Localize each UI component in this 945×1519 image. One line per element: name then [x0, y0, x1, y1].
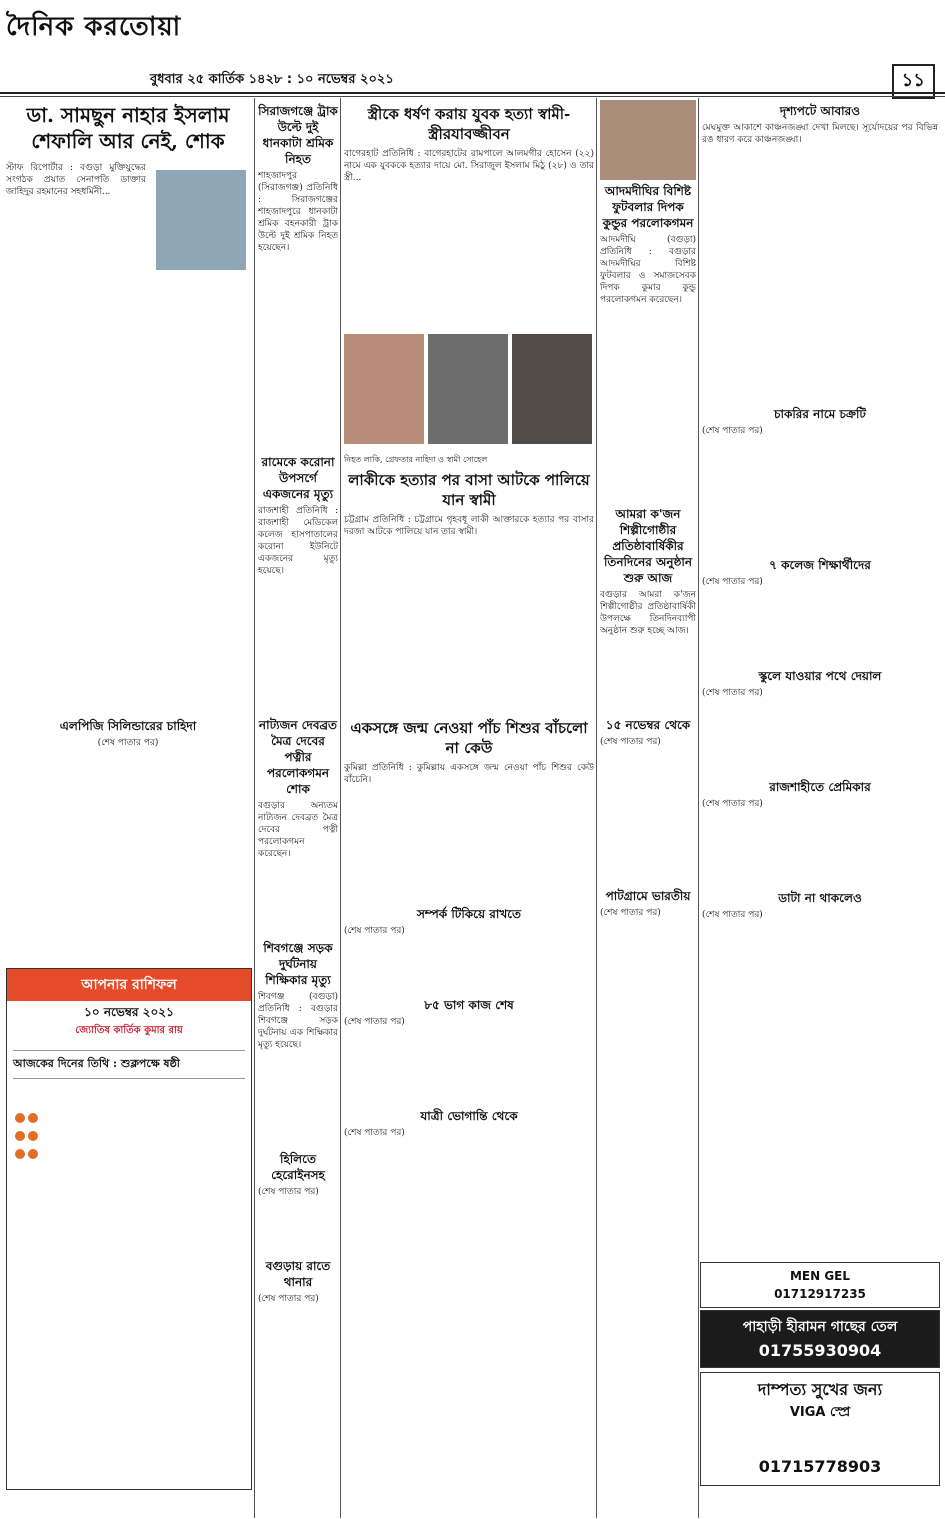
- column-2: [258, 100, 338, 1500]
- headline: আদমদীঘির বিশিষ্ট ফুটবলার দিপক কুন্ডুর পরলোকগমন: [602, 184, 694, 230]
- horoscope-title: আপনার রাশিফল: [7, 969, 251, 1001]
- column-5: [702, 100, 938, 1260]
- zodiac-icon: [15, 1131, 25, 1141]
- headline: ৭ কলেজ শিক্ষার্থীদের: [769, 558, 871, 572]
- article-lede: মেঘমুক্ত আকাশে কাঞ্চনজঙ্ঘা দেখা মিলছে। সূর্যোদয়ের পর বিভিন্ন রঙ ধারণ করে কাঞ্চনজঙ্ঘা।: [702, 123, 938, 145]
- headline: দৃশ্যপটে আবারও: [779, 104, 861, 118]
- headline: ১৫ নভেম্বর থেকে: [605, 718, 691, 732]
- article-lede: (শেষ পাতার পর): [97, 738, 159, 748]
- husband-photo: [512, 334, 592, 444]
- paper-name: দৈনিক করতোয়া: [6, 12, 182, 42]
- article-lede: রাজশাহী প্রতিনিধি : রাজশাহী মেডিকেল কলেজ হাসপাতালের করোনা ইউনিটে একজনের মৃত্যু হয়েছে।: [258, 506, 338, 576]
- footballer-photo: [600, 100, 696, 180]
- article-lede: (শেষ পাতার পর): [702, 910, 763, 920]
- col-sep-3: [596, 98, 597, 1518]
- ad-phone: 01755930904: [758, 1341, 882, 1360]
- headline: হিলিতে হেরোইনসহ: [271, 1152, 325, 1182]
- headline: এলপিজি সিলিন্ডারের চাহিদা: [59, 719, 197, 733]
- article-lede: (শেষ পাতার পর): [702, 688, 763, 698]
- article-lede: (শেষ পাতার পর): [344, 1017, 405, 1027]
- horoscope-date: ১০ নভেম্বর ২০২১: [84, 1005, 174, 1019]
- article-lede: স্টাফ রিপোর্টার : বগুড়া মুক্তিযুদ্ধের সংগঠক প্রয়াত সেনাপতি ডাক্তার জাহিদুর রহমানের সহধর্মিনী...: [6, 163, 146, 197]
- headline: নাট্যজন দেবব্রত মৈত্র দেবের পত্নীর পরলোকগমন শোক: [258, 718, 338, 796]
- headline: সিরাজগঞ্জে ট্রাক উল্টে দুই ধানকাটা শ্রমিক নিহত: [258, 104, 338, 166]
- headline: ডা. সামছুন নাহার ইসলাম শেফালি আর নেই, শোক: [26, 103, 230, 153]
- headline: চাকরির নামে চক্রটি: [774, 407, 866, 421]
- zodiac-icon: [15, 1149, 25, 1159]
- horoscope-box: [6, 968, 252, 1490]
- headline: ডাটা না থাকলেও: [778, 891, 862, 905]
- article-lede: (শেষ পাতার পর): [702, 577, 763, 587]
- suspect-photo: [428, 334, 508, 444]
- ad-title: দাম্পত্য সুখের জন্য: [757, 1380, 883, 1399]
- zodiac-icon: [28, 1149, 38, 1159]
- col-sep-4: [698, 98, 699, 1518]
- portrait-photo: [156, 170, 246, 270]
- photo-strip: [344, 334, 594, 454]
- article-lede: শাহজাদপুর (সিরাজগঞ্জ) প্রতিনিধি : সিরাজগঞ্জের শাহজাদপুরে ধানকাটা শ্রমিক বহনকারী ট্রাক উল্টে দুই শ্রমিক নিহত হয়েছেন।: [258, 171, 338, 253]
- zodiac-icon: [28, 1113, 38, 1123]
- article-lede: বগুড়ার অন্যতম নাট্যজন দেবব্রত মৈত্র দেবের পত্নী পরলোকগমন করেছেন।: [258, 801, 338, 859]
- ad-product: VIGA স্প্রে: [789, 1405, 851, 1420]
- headline: লাকীকে হত্যার পর বাসা আটকে পালিয়ে যান স্বামী: [348, 471, 590, 509]
- ad-title: MEN GEL: [789, 1269, 851, 1283]
- article-lede: শিবগঞ্জ (বগুড়া) প্রতিনিধি : বগুড়ার শিবগঞ্জে সড়ক দুর্ঘটনায় এক শিক্ষিকার মৃত্যু হয়েছে।: [258, 992, 338, 1050]
- article-lede: (শেষ পাতার পর): [702, 799, 763, 809]
- victim-photo: [344, 334, 424, 444]
- horoscope-tithi: আজকের দিনের তিথি : শুক্লপক্ষে ষষ্ঠী: [13, 1050, 245, 1079]
- article-lede: (শেষ পাতার পর): [600, 737, 661, 747]
- article-obituary: [6, 100, 250, 960]
- headline: পাটগ্রামে ভারতীয়: [605, 889, 691, 903]
- photo-caption: নিহত লাকি, গ্রেফতার নাহিদা ও স্বামী সোহেল: [344, 455, 488, 464]
- ad-dampotto: [700, 1372, 940, 1486]
- article-lede: আদমদীঘি (বগুড়া) প্রতিনিধি : বগুড়ার আদমদীঘির বিশিষ্ট ফুটবলার ও সমাজসেবক দিপক কুমার কুন্ডু পরলোকগমন করেছেন।: [600, 235, 696, 305]
- headline: স্কুলে যাওয়ার পথে দেয়াল: [758, 669, 882, 683]
- article-lede: (শেষ পাতার পর): [258, 1187, 319, 1197]
- ad-herbal-oil: [700, 1310, 940, 1368]
- column-3: [344, 100, 594, 1500]
- header-rule: [0, 96, 945, 97]
- article-lede: বাগেরহাট প্রতিনিধি : বাগেরহাটের রামপালে আলমগীর হোসেন (২২) নামে এক যুবককে হত্যার দায়ে মো. সিরাজুল ইসলাম মিঠু (২৮) ও তার স্ত্রী...: [344, 149, 594, 183]
- headline: ৮৫ ভাগ কাজ শেষ: [424, 998, 514, 1012]
- headline: আমরা ক'জন শিল্পীগোষ্ঠীর প্রতিষ্ঠাবার্ষিকীর তিনদিনের অনুষ্ঠান শুরু আজ: [603, 507, 693, 585]
- article-lede: কুমিল্লা প্রতিনিধি : কুমিল্লায় একসঙ্গে জন্ম নেওয়া পাঁচ শিশুর কেউ বাঁচেনি।: [344, 763, 594, 785]
- ad-phone: 01712917235: [774, 1287, 866, 1301]
- article-lede: (শেষ পাতার পর): [344, 1128, 405, 1138]
- headline: স্ত্রীকে ধর্ষণ করায় যুবক হত্যা স্বামী-স্ত্রীরযাবজ্জীবন: [367, 105, 571, 143]
- article-lede: (শেষ পাতার পর): [600, 908, 661, 918]
- col-sep-2: [340, 98, 341, 1518]
- headline: রাজশাহীতে প্রেমিকার: [769, 780, 871, 794]
- headline: একসঙ্গে জন্ম নেওয়া পাঁচ শিশুর বাঁচলো না কেউ: [350, 719, 588, 757]
- headline: যাত্রী ভোগান্তি থেকে: [420, 1109, 518, 1123]
- headline: বগুড়ায় রাতে থানার: [265, 1259, 331, 1289]
- headline: সম্পর্ক টিকিয়ে রাখতে: [416, 907, 522, 921]
- dateline: বুধবার ২৫ কার্তিক ১৪২৮ : ১০ নভেম্বর ২০২১: [150, 72, 394, 87]
- article-lede: (শেষ পাতার পর): [344, 926, 405, 936]
- col-sep-1: [254, 98, 255, 1518]
- ad-title: পাহাড়ী হীরামন গাছের তেল: [742, 1319, 898, 1335]
- article-lede: চট্টগ্রাম প্রতিনিধি : চট্টগ্রামে গৃহবধূ লাকী আক্তারকে হত্যার পর বাসার দরজা আটকে পালিয়ে যান তার স্বামী।: [344, 515, 594, 537]
- article-lede: (শেষ পাতার পর): [258, 1294, 319, 1304]
- masthead: [0, 0, 945, 94]
- headline: রামেকে করোনা উপসর্গে একজনের মৃত্যু: [261, 455, 335, 501]
- horoscope-signs: [15, 1109, 245, 1163]
- horoscope-author: জ্যোতিষ কার্তিক কুমার রায়: [75, 1025, 183, 1036]
- ad-men-gel: [700, 1262, 940, 1308]
- zodiac-icon: [28, 1131, 38, 1141]
- article-lede: বগুড়ার আমরা ক'জন শিল্পীগোষ্ঠীর প্রতিষ্ঠাবার্ষিকী উপলক্ষে তিনদিনব্যাপী অনুষ্ঠান শুরু হচ্ছে আজ।: [600, 590, 696, 636]
- page-number: ১১: [892, 64, 935, 99]
- column-4: [600, 100, 696, 1500]
- ad-phone: 01715778903: [758, 1457, 882, 1476]
- article-lede: (শেষ পাতার পর): [702, 426, 763, 436]
- headline: শিবগঞ্জে সড়ক দুর্ঘটনায় শিক্ষিকার মৃত্যু: [263, 941, 333, 987]
- zodiac-icon: [15, 1113, 25, 1123]
